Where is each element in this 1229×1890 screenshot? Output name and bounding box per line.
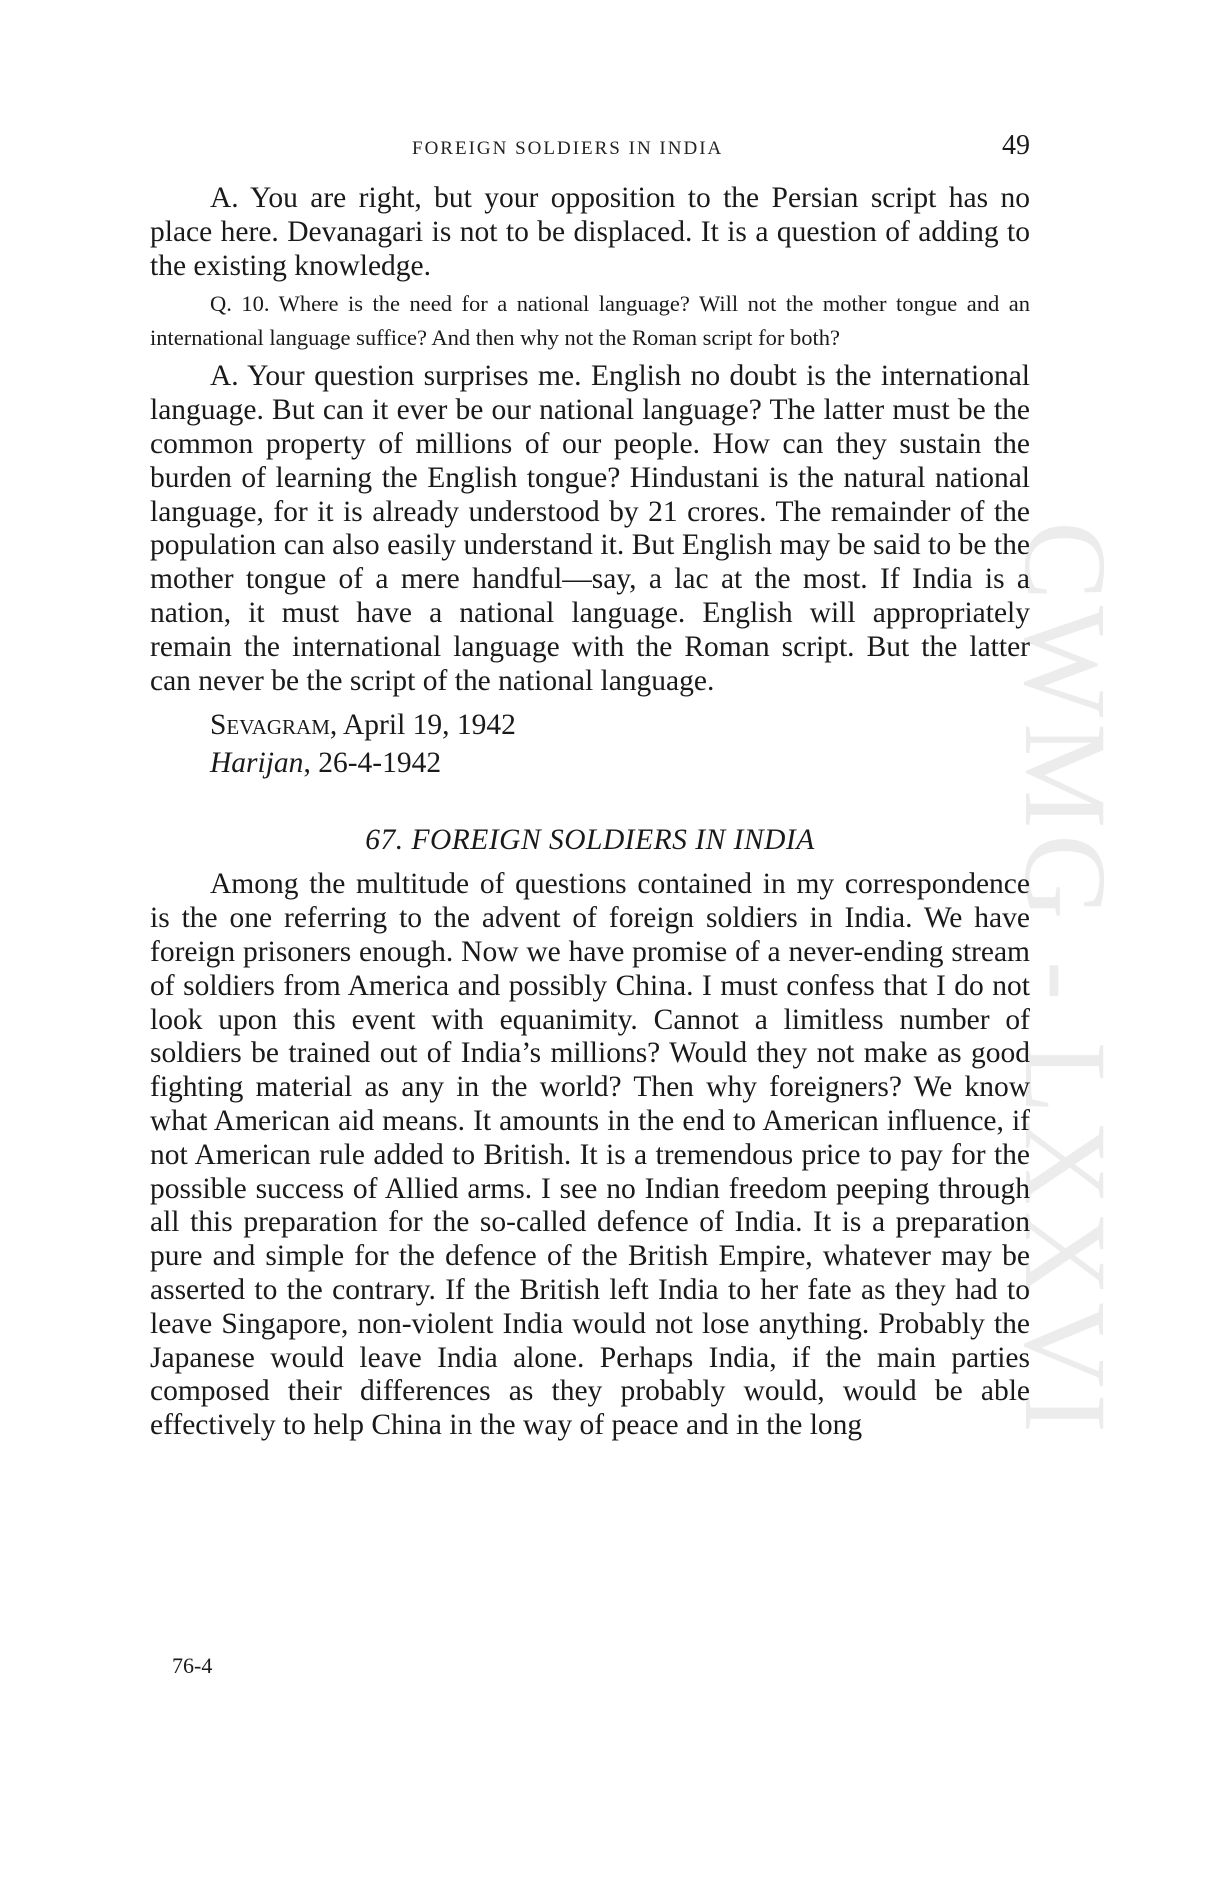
article-body: Among the multitude of questions contained in my correspondence is the one referring to the advent of foreign soldiers in India. We have foreign prisoners enough. Now we have promise of a never-ending stream of soldiers from America and possibly China. I must confess that I do not look upon this event with equanimity. Cannot a limitless number of soldiers be trained out of India’s millions? Would they not make as good fighting material as any in the world? Then why foreigners? We know what American aid means. It amounts in the end to American influence, if not American rule added to British. It is a tremendous price to pay for the possible success of Allied arms. I see no Indian freedom peeping through all this preparation for the so-called defence of India. It is a preparation pure and simple for the defence of the British Empire, whatever may be asserted to the contrary. If the British left India to her fate as they had to leave Singapore, non-violent India would not lose anything. Probably the Japanese would leave India alone. Perhaps India, if the main parties composed their differences as they probably would, would be able effectively to help China in the way of peace and in the long xyxy=(150,868,1030,1442)
signature-place-date xyxy=(150,706,1030,744)
answer-text: You are right, but your opposition to the Persian script has no place here. Devanagari is not to be displaced. It is a question of adding to the existing knowledge. xyxy=(150,182,1030,282)
source-name: Harijan xyxy=(210,747,304,780)
answer-9 xyxy=(150,182,1030,283)
answer-label: A. xyxy=(210,182,239,214)
source-date: , 26-4-1942 xyxy=(303,747,442,780)
page-number: 49 xyxy=(1002,130,1030,161)
watermark-text: CWMG - LXXVI xyxy=(1000,521,1132,1439)
signature-block xyxy=(150,706,1030,782)
question-label: Q. xyxy=(210,291,232,317)
running-head: FOREIGN SOLDIERS IN INDIA xyxy=(412,138,724,159)
signature-place: Sevagram xyxy=(210,709,330,742)
answer-label: A. xyxy=(210,360,239,393)
signature-date: , April 19, 1942 xyxy=(329,709,516,742)
signature-source xyxy=(150,744,1030,782)
page-content xyxy=(150,182,1030,1443)
answer-text: Your question surprises me. English no doubt is the international language. But can it ever be our national language? The latter must be the common property of millions of our people. How can they sustain the burden of learning the English tongue? Hindustani is the natural national language, for it is already understood by 21 crores. The remainder of the population can also easily understand it. But English may be said to be the mother tongue of a mere handful—say, a lac at the most. If India is a nation, it must have a national language. English will appropriately remain the international language with the Roman script. But the latter can never be the script of the national language. xyxy=(150,360,1030,697)
question-text: 10. Where is the need for a national language? Will not the mother tongue and an international language suffice? And then why not the Roman script for both? xyxy=(150,291,1030,350)
question-10 xyxy=(150,287,1030,354)
article-heading: 67. FOREIGN SOLDIERS IN INDIA xyxy=(365,824,815,857)
page-header xyxy=(150,130,1030,168)
answer-10 xyxy=(150,360,1030,698)
footer-signature-mark: 76-4 xyxy=(172,1653,213,1678)
